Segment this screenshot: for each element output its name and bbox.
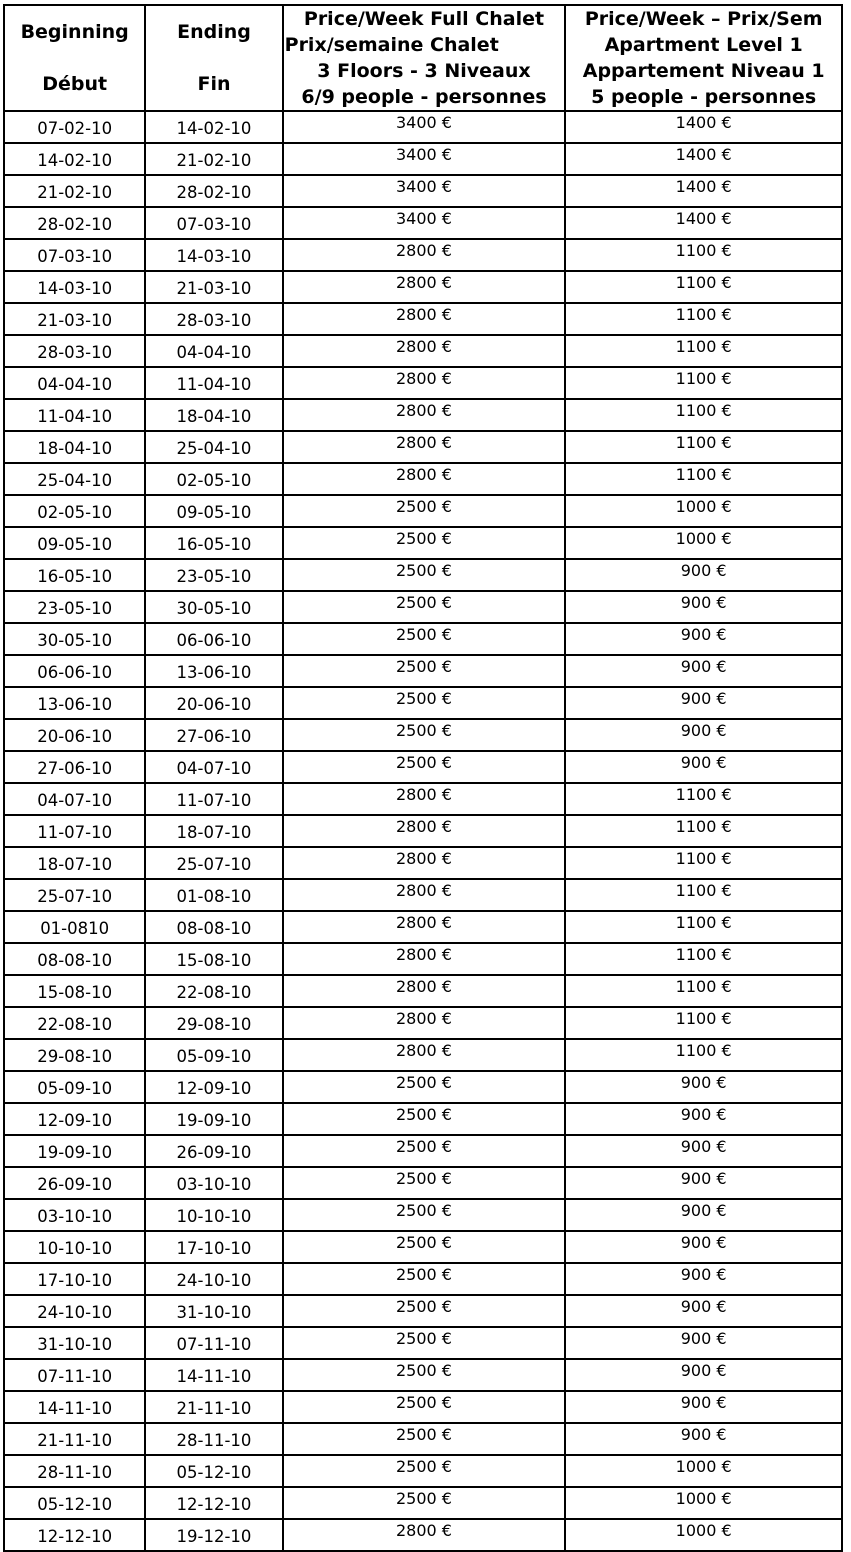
cell-beginning: 11-04-10: [5, 400, 146, 432]
cell-ending: 05-09-10: [146, 1040, 283, 1072]
cell-beginning: 27-06-10: [5, 752, 146, 784]
cell-beginning: 18-04-10: [5, 432, 146, 464]
cell-apartment-price: 900 €: [566, 1328, 843, 1360]
table-row: [5, 912, 843, 944]
cell-chalet-price: 2800 €: [284, 432, 567, 464]
header-ending: [146, 6, 283, 112]
price-table: [3, 4, 843, 1552]
cell-chalet-price: 2800 €: [284, 912, 567, 944]
cell-chalet-price: 2500 €: [284, 592, 567, 624]
table-row: [5, 1200, 843, 1232]
header-ending-fr: Fin: [197, 73, 231, 95]
cell-apartment-price: 1400 €: [566, 144, 843, 176]
cell-ending: 28-02-10: [146, 176, 283, 208]
cell-apartment-price: 900 €: [566, 688, 843, 720]
table-row: [5, 720, 843, 752]
cell-ending: 20-06-10: [146, 688, 283, 720]
table-row: [5, 1456, 843, 1488]
cell-chalet-price: 2500 €: [284, 496, 567, 528]
cell-chalet-price: 3400 €: [284, 176, 567, 208]
table-row: [5, 1520, 843, 1552]
cell-ending: 19-12-10: [146, 1520, 283, 1552]
table-row: [5, 272, 843, 304]
table-row: [5, 240, 843, 272]
cell-chalet-price: 2800 €: [284, 880, 567, 912]
cell-apartment-price: 1100 €: [566, 272, 843, 304]
header-chalet-line3: 3 Floors - 3 Niveaux: [317, 60, 531, 82]
cell-apartment-price: 1100 €: [566, 240, 843, 272]
cell-beginning: 31-10-10: [5, 1328, 146, 1360]
table-row: [5, 592, 843, 624]
cell-ending: 24-10-10: [146, 1264, 283, 1296]
cell-apartment-price: 1000 €: [566, 1456, 843, 1488]
table-row: [5, 1136, 843, 1168]
cell-beginning: 21-02-10: [5, 176, 146, 208]
header-chalet-line1: Price/Week Full Chalet: [303, 8, 545, 30]
cell-ending: 14-02-10: [146, 112, 283, 144]
cell-beginning: 12-09-10: [5, 1104, 146, 1136]
cell-chalet-price: 2500 €: [284, 1136, 567, 1168]
cell-ending: 07-11-10: [146, 1328, 283, 1360]
cell-apartment-price: 1100 €: [566, 336, 843, 368]
cell-apartment-price: 900 €: [566, 560, 843, 592]
cell-beginning: 02-05-10: [5, 496, 146, 528]
cell-chalet-price: 2800 €: [284, 304, 567, 336]
cell-chalet-price: 2500 €: [284, 752, 567, 784]
cell-beginning: 28-02-10: [5, 208, 146, 240]
table-row: [5, 848, 843, 880]
cell-apartment-price: 1100 €: [566, 912, 843, 944]
cell-beginning: 24-10-10: [5, 1296, 146, 1328]
cell-chalet-price: 2500 €: [284, 688, 567, 720]
table-row: [5, 1168, 843, 1200]
cell-beginning: 19-09-10: [5, 1136, 146, 1168]
cell-beginning: 09-05-10: [5, 528, 146, 560]
cell-ending: 11-04-10: [146, 368, 283, 400]
table-row: [5, 560, 843, 592]
cell-chalet-price: 2500 €: [284, 1264, 567, 1296]
cell-beginning: 30-05-10: [5, 624, 146, 656]
cell-chalet-price: 2500 €: [284, 528, 567, 560]
header-apt-line1: Price/Week – Prix/Sem: [584, 8, 823, 30]
header-ending-en: Ending: [177, 21, 251, 43]
cell-chalet-price: 2800 €: [284, 1520, 567, 1552]
table-row: [5, 1040, 843, 1072]
cell-beginning: 04-04-10: [5, 368, 146, 400]
cell-apartment-price: 1100 €: [566, 976, 843, 1008]
header-beginning-fr: Début: [42, 73, 108, 95]
table-row: [5, 624, 843, 656]
table-row: [5, 1232, 843, 1264]
table-row: [5, 880, 843, 912]
header-apt-line3: Appartement Niveau 1: [582, 60, 825, 82]
cell-chalet-price: 2800 €: [284, 240, 567, 272]
cell-ending: 14-03-10: [146, 240, 283, 272]
cell-beginning: 03-10-10: [5, 1200, 146, 1232]
cell-beginning: 08-08-10: [5, 944, 146, 976]
cell-chalet-price: 2500 €: [284, 720, 567, 752]
cell-apartment-price: 1100 €: [566, 816, 843, 848]
cell-chalet-price: 2500 €: [284, 1360, 567, 1392]
cell-ending: 25-04-10: [146, 432, 283, 464]
table-row: [5, 1072, 843, 1104]
cell-beginning: 23-05-10: [5, 592, 146, 624]
cell-ending: 28-11-10: [146, 1424, 283, 1456]
cell-chalet-price: 2500 €: [284, 1104, 567, 1136]
cell-apartment-price: 1400 €: [566, 208, 843, 240]
cell-beginning: 05-09-10: [5, 1072, 146, 1104]
table-row: [5, 176, 843, 208]
cell-apartment-price: 1400 €: [566, 176, 843, 208]
cell-apartment-price: 1100 €: [566, 400, 843, 432]
cell-apartment-price: 900 €: [566, 1360, 843, 1392]
cell-apartment-price: 900 €: [566, 1424, 843, 1456]
cell-ending: 09-05-10: [146, 496, 283, 528]
cell-beginning: 17-10-10: [5, 1264, 146, 1296]
cell-chalet-price: 2500 €: [284, 1168, 567, 1200]
table-row: [5, 112, 843, 144]
cell-apartment-price: 900 €: [566, 624, 843, 656]
cell-chalet-price: 2500 €: [284, 1328, 567, 1360]
table-row: [5, 400, 843, 432]
table-row: [5, 336, 843, 368]
cell-chalet-price: 2500 €: [284, 1424, 567, 1456]
cell-ending: 14-11-10: [146, 1360, 283, 1392]
cell-chalet-price: 3400 €: [284, 144, 567, 176]
cell-ending: 16-05-10: [146, 528, 283, 560]
cell-beginning: 18-07-10: [5, 848, 146, 880]
cell-ending: 31-10-10: [146, 1296, 283, 1328]
cell-apartment-price: 900 €: [566, 1072, 843, 1104]
cell-beginning: 22-08-10: [5, 1008, 146, 1040]
header-chalet-line4: 6/9 people - personnes: [301, 86, 547, 108]
cell-apartment-price: 900 €: [566, 1136, 843, 1168]
cell-chalet-price: 2800 €: [284, 464, 567, 496]
table-row: [5, 304, 843, 336]
cell-chalet-price: 2800 €: [284, 1040, 567, 1072]
cell-chalet-price: 2500 €: [284, 1392, 567, 1424]
cell-ending: 02-05-10: [146, 464, 283, 496]
cell-ending: 12-12-10: [146, 1488, 283, 1520]
cell-chalet-price: 2500 €: [284, 1456, 567, 1488]
cell-beginning: 12-12-10: [5, 1520, 146, 1552]
cell-apartment-price: 1100 €: [566, 944, 843, 976]
table-row: [5, 464, 843, 496]
cell-apartment-price: 900 €: [566, 592, 843, 624]
table-row: [5, 752, 843, 784]
cell-ending: 18-04-10: [146, 400, 283, 432]
cell-apartment-price: 900 €: [566, 1168, 843, 1200]
cell-beginning: 29-08-10: [5, 1040, 146, 1072]
header-chalet-line2: Prix/semaine Chalet: [284, 34, 499, 56]
cell-apartment-price: 1000 €: [566, 1488, 843, 1520]
cell-apartment-price: 1100 €: [566, 880, 843, 912]
cell-chalet-price: 2800 €: [284, 816, 567, 848]
cell-apartment-price: 900 €: [566, 656, 843, 688]
cell-beginning: 06-06-10: [5, 656, 146, 688]
cell-ending: 19-09-10: [146, 1104, 283, 1136]
table-row: [5, 496, 843, 528]
cell-apartment-price: 900 €: [566, 1264, 843, 1296]
cell-chalet-price: 2500 €: [284, 624, 567, 656]
cell-ending: 21-03-10: [146, 272, 283, 304]
cell-beginning: 28-11-10: [5, 1456, 146, 1488]
table-row: [5, 432, 843, 464]
cell-chalet-price: 2500 €: [284, 560, 567, 592]
cell-ending: 03-10-10: [146, 1168, 283, 1200]
cell-beginning: 14-11-10: [5, 1392, 146, 1424]
table-row: [5, 816, 843, 848]
cell-beginning: 11-07-10: [5, 816, 146, 848]
table-row: [5, 208, 843, 240]
cell-ending: 07-03-10: [146, 208, 283, 240]
cell-ending: 23-05-10: [146, 560, 283, 592]
cell-chalet-price: 3400 €: [284, 112, 567, 144]
table-row: [5, 1360, 843, 1392]
cell-ending: 13-06-10: [146, 656, 283, 688]
header-apartment-price: [566, 6, 843, 112]
cell-chalet-price: 2800 €: [284, 944, 567, 976]
cell-apartment-price: 1100 €: [566, 464, 843, 496]
header-chalet-price: [284, 6, 567, 112]
table-row: [5, 1328, 843, 1360]
cell-beginning: 14-02-10: [5, 144, 146, 176]
cell-beginning: 13-06-10: [5, 688, 146, 720]
header-apt-line2: Apartment Level 1: [604, 34, 803, 56]
cell-apartment-price: 1400 €: [566, 112, 843, 144]
cell-chalet-price: 2800 €: [284, 848, 567, 880]
cell-chalet-price: 2800 €: [284, 976, 567, 1008]
cell-ending: 21-11-10: [146, 1392, 283, 1424]
cell-beginning: 07-02-10: [5, 112, 146, 144]
table-row: [5, 368, 843, 400]
cell-beginning: 25-07-10: [5, 880, 146, 912]
cell-ending: 29-08-10: [146, 1008, 283, 1040]
cell-beginning: 07-11-10: [5, 1360, 146, 1392]
cell-apartment-price: 1100 €: [566, 368, 843, 400]
cell-apartment-price: 1100 €: [566, 784, 843, 816]
cell-chalet-price: 2500 €: [284, 1232, 567, 1264]
cell-beginning: 20-06-10: [5, 720, 146, 752]
table-row: [5, 1488, 843, 1520]
cell-ending: 04-04-10: [146, 336, 283, 368]
cell-beginning: 01-0810: [5, 912, 146, 944]
cell-ending: 27-06-10: [146, 720, 283, 752]
cell-apartment-price: 1100 €: [566, 432, 843, 464]
table-row: [5, 144, 843, 176]
cell-apartment-price: 900 €: [566, 1296, 843, 1328]
cell-chalet-price: 3400 €: [284, 208, 567, 240]
cell-apartment-price: 900 €: [566, 1232, 843, 1264]
cell-beginning: 04-07-10: [5, 784, 146, 816]
cell-ending: 15-08-10: [146, 944, 283, 976]
cell-beginning: 10-10-10: [5, 1232, 146, 1264]
header-beginning: [5, 6, 146, 112]
cell-ending: 05-12-10: [146, 1456, 283, 1488]
cell-apartment-price: 900 €: [566, 1392, 843, 1424]
cell-beginning: 16-05-10: [5, 560, 146, 592]
cell-beginning: 14-03-10: [5, 272, 146, 304]
table-row: [5, 1296, 843, 1328]
cell-ending: 01-08-10: [146, 880, 283, 912]
table-body: [5, 112, 843, 1552]
cell-apartment-price: 1000 €: [566, 1520, 843, 1552]
cell-apartment-price: 1100 €: [566, 304, 843, 336]
cell-chalet-price: 2500 €: [284, 1072, 567, 1104]
cell-ending: 10-10-10: [146, 1200, 283, 1232]
cell-chalet-price: 2800 €: [284, 272, 567, 304]
cell-chalet-price: 2800 €: [284, 784, 567, 816]
cell-ending: 12-09-10: [146, 1072, 283, 1104]
cell-beginning: 21-03-10: [5, 304, 146, 336]
cell-ending: 25-07-10: [146, 848, 283, 880]
cell-chalet-price: 2800 €: [284, 400, 567, 432]
table-header: [5, 6, 843, 112]
cell-ending: 17-10-10: [146, 1232, 283, 1264]
header-apt-line4: 5 people - personnes: [591, 86, 817, 108]
cell-apartment-price: 1100 €: [566, 848, 843, 880]
cell-ending: 28-03-10: [146, 304, 283, 336]
table-row: [5, 688, 843, 720]
cell-chalet-price: 2800 €: [284, 1008, 567, 1040]
header-beginning-en: Beginning: [20, 21, 129, 43]
table-row: [5, 1424, 843, 1456]
cell-ending: 08-08-10: [146, 912, 283, 944]
table-row: [5, 976, 843, 1008]
cell-chalet-price: 2800 €: [284, 368, 567, 400]
cell-apartment-price: 900 €: [566, 1200, 843, 1232]
cell-beginning: 05-12-10: [5, 1488, 146, 1520]
cell-chalet-price: 2800 €: [284, 336, 567, 368]
cell-ending: 21-02-10: [146, 144, 283, 176]
cell-ending: 30-05-10: [146, 592, 283, 624]
cell-apartment-price: 1100 €: [566, 1008, 843, 1040]
cell-ending: 18-07-10: [146, 816, 283, 848]
cell-beginning: 15-08-10: [5, 976, 146, 1008]
table-row: [5, 784, 843, 816]
cell-apartment-price: 1100 €: [566, 1040, 843, 1072]
cell-chalet-price: 2500 €: [284, 1296, 567, 1328]
header-row: [5, 6, 843, 112]
cell-apartment-price: 900 €: [566, 720, 843, 752]
table-row: [5, 1264, 843, 1296]
table-row: [5, 656, 843, 688]
table-row: [5, 1104, 843, 1136]
cell-apartment-price: 1000 €: [566, 496, 843, 528]
cell-chalet-price: 2500 €: [284, 1488, 567, 1520]
table-row: [5, 944, 843, 976]
table-row: [5, 1008, 843, 1040]
cell-apartment-price: 900 €: [566, 752, 843, 784]
cell-chalet-price: 2500 €: [284, 1200, 567, 1232]
cell-ending: 26-09-10: [146, 1136, 283, 1168]
cell-ending: 11-07-10: [146, 784, 283, 816]
cell-beginning: 28-03-10: [5, 336, 146, 368]
cell-beginning: 21-11-10: [5, 1424, 146, 1456]
cell-apartment-price: 1000 €: [566, 528, 843, 560]
cell-beginning: 25-04-10: [5, 464, 146, 496]
cell-beginning: 07-03-10: [5, 240, 146, 272]
cell-ending: 22-08-10: [146, 976, 283, 1008]
cell-beginning: 26-09-10: [5, 1168, 146, 1200]
cell-ending: 04-07-10: [146, 752, 283, 784]
table-row: [5, 528, 843, 560]
cell-chalet-price: 2500 €: [284, 656, 567, 688]
table-row: [5, 1392, 843, 1424]
cell-ending: 06-06-10: [146, 624, 283, 656]
cell-apartment-price: 900 €: [566, 1104, 843, 1136]
